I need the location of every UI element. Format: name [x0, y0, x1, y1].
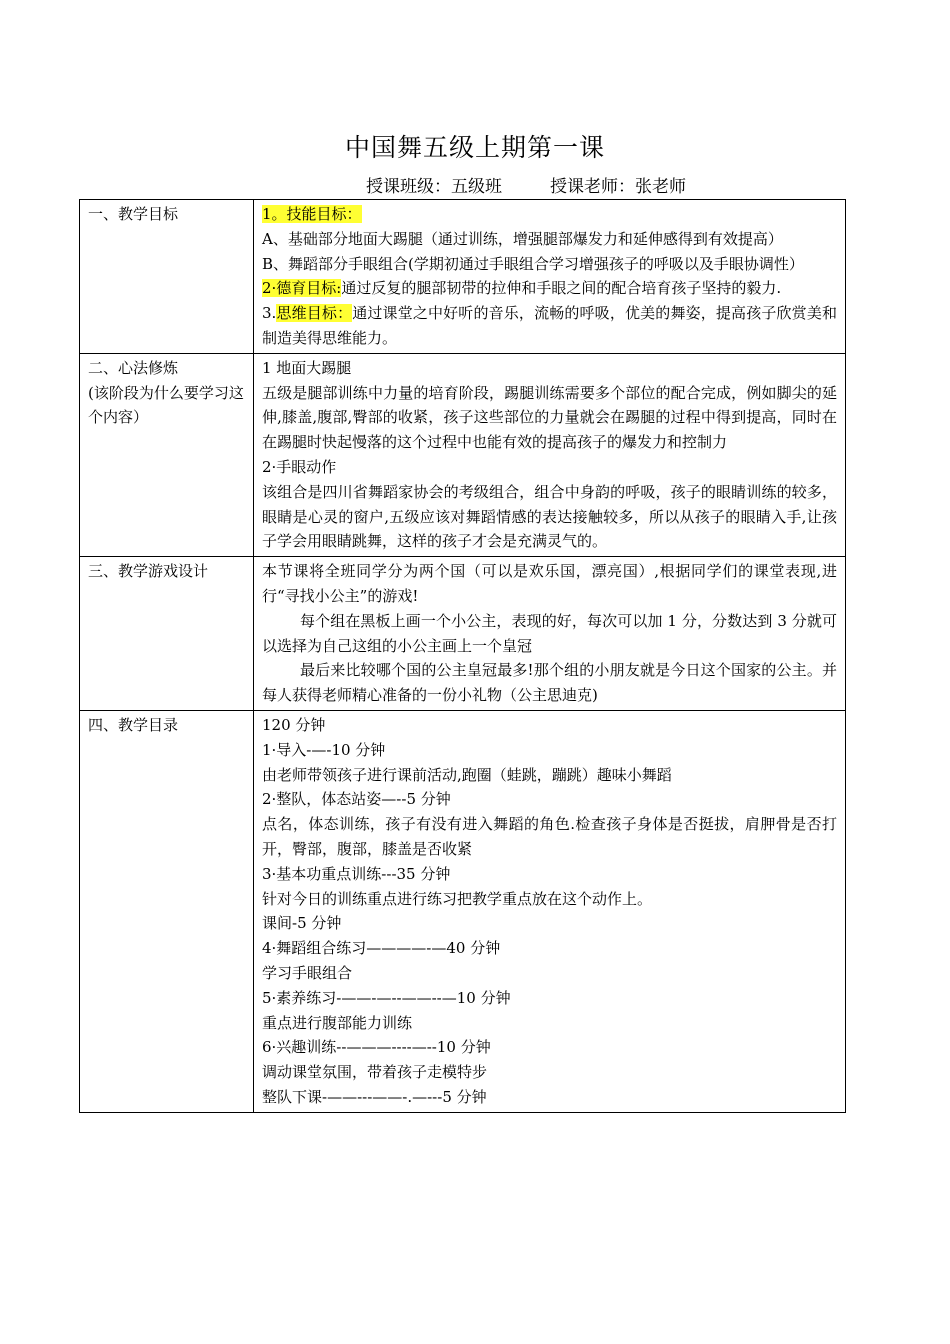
- schedule-line: 重点进行腹部能力训练: [262, 1013, 413, 1032]
- moral-goal-title: 2·德育目标:: [262, 279, 342, 298]
- teacher-label: 授课老师：张老师: [550, 177, 686, 197]
- moral-goal-text: 通过反复的腿部韧带的拉伸和手眼之间的配合培育孩子坚持的毅力.: [341, 279, 782, 298]
- section-body-goals: [254, 200, 846, 354]
- section-body-game: [254, 557, 846, 711]
- game-paragraph-1: 本节课将全班同学分为两个国（可以是欢乐国，漂亮国）,根据同学们的课堂表现,进行“寻找小公主”的游戏!: [262, 562, 837, 605]
- method-eye-text: 该组合是四川省舞蹈家协会的考级组合，组合中身韵的呼吸，孩子的眼睛训练的较多，眼睛是心灵的窗户,五级应该对舞蹈情感的表达接触较多，所以从孩子的眼睛入手,让孩子学会用眼睛跳舞，这样的孩子才会是充满灵气的。: [262, 482, 837, 551]
- schedule-line: 针对今日的训练重点进行练习把教学重点放在这个动作上。: [262, 889, 653, 908]
- schedule-line: 4·舞蹈组合练习————-—40 分钟: [262, 939, 501, 958]
- section-heading-schedule: 四、教学目录: [80, 710, 254, 1112]
- section-heading-game: 三、教学游戏设计: [80, 557, 254, 711]
- schedule-line: 学习手眼组合: [262, 963, 353, 982]
- section-row-goals: [80, 200, 846, 354]
- game-paragraph-2: 每个组在黑板上画一个小公主，表现的好，每次可以加 1 分，分数达到 3 分就可以选择为自己这组的小公主画上一个皇冠: [262, 611, 837, 655]
- schedule-line: 2·整队，体态站姿—--5 分钟: [262, 790, 451, 809]
- schedule-line: 课间-5 分钟: [262, 914, 342, 933]
- skill-goal-b: B、舞蹈部分手眼组合(学期初通过手眼组合学习增强孩子的呼吸以及手眼协调性）: [262, 254, 804, 273]
- method-eye-title: 2·手眼动作: [262, 457, 337, 476]
- thinking-goal-title: 思维目标：: [276, 304, 353, 323]
- document-title: 中国舞五级上期第一课: [344, 133, 605, 162]
- section-body-schedule: [254, 710, 846, 1112]
- skill-goal-a: A、基础部分地面大踢腿（通过训练，增强腿部爆发力和延伸感得到有效提高）: [262, 229, 783, 248]
- schedule-line: 6·兴趣训练--———----—--10 分钟: [262, 1038, 491, 1057]
- section-heading-method: 二、心法修炼 (该阶段为什么要学习这个内容）: [80, 353, 254, 556]
- section-body-method: [254, 353, 846, 556]
- skill-goal-title: 1。技能目标：: [262, 205, 362, 223]
- class-label: 授课班级：五级班: [366, 177, 502, 197]
- section-row-game: [80, 557, 846, 711]
- schedule-line: 点名，体态训练，孩子有没有进入舞蹈的角色.检查孩子身体是否挺拔，肩胛骨是否打开，臀部，腹部，膝盖是否收紧: [262, 815, 837, 858]
- thinking-goal-text: 通过课堂之中好听的音乐，流畅的呼吸，优美的舞姿，提高孩子欣赏美和制造美得思维能力。: [262, 304, 837, 347]
- game-paragraph-3: 最后来比较哪个国的公主皇冠最多!那个组的小朋友就是今日这个国家的公主。并每人获得老师精心准备的一份小礼物（公主思迪克): [262, 661, 837, 705]
- schedule-line: 1·导入-—-10 分钟: [262, 740, 386, 759]
- schedule-line: 调动课堂氛围，带着孩子走模特步: [262, 1063, 488, 1082]
- schedule-line: 3·基本功重点训练---35 分钟: [262, 864, 451, 883]
- method-kick-title: 1 地面大踢腿: [262, 358, 352, 377]
- schedule-line: 120 分钟: [262, 715, 326, 734]
- section-heading-goals: 一、教学目标: [80, 200, 254, 354]
- section-row-method: [80, 353, 846, 556]
- lesson-plan-table: [79, 199, 846, 1113]
- schedule-line: 整队下课-——---——-.—---5 分钟: [262, 1087, 487, 1106]
- method-kick-text: 五级是腿部训练中力量的培育阶段，踢腿训练需要多个部位的配合完成，例如脚尖的延伸,膝盖,腹部,臀部的收紧，孩子这些部位的力量就会在踢腿的过程中得到提高，同时在在踢腿时快起慢落的这个过程中也能有效的提高孩子的爆发力和控制力: [262, 383, 837, 452]
- schedule-line: 5·素养练习-——-—--——--—10 分钟: [262, 988, 511, 1007]
- schedule-line: 由老师带领孩子进行课前活动,跑圈（蛙跳，蹦跳）趣味小舞蹈: [262, 765, 672, 784]
- section-row-schedule: [80, 710, 846, 1112]
- section-heading-note: (该阶段为什么要学习这个内容）: [88, 383, 244, 427]
- thinking-goal-prefix: 3.: [262, 304, 277, 323]
- course-info: [366, 174, 686, 200]
